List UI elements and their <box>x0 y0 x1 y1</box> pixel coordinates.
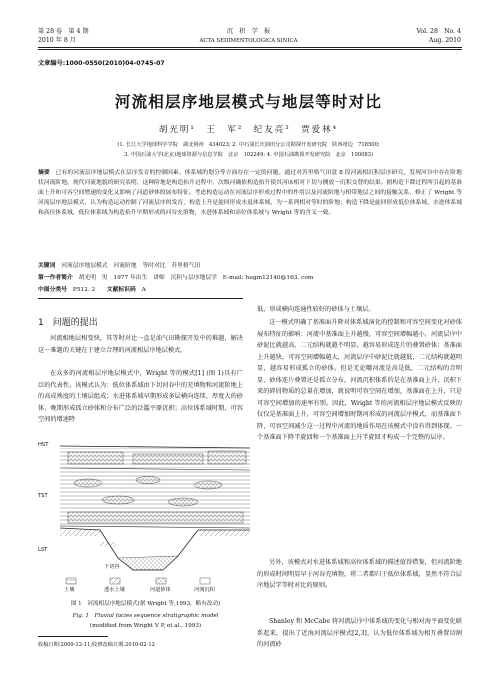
hst-sand-body-1 <box>68 452 123 464</box>
footnote-rule <box>38 636 108 637</box>
figure-caption-en: Fig. 1 Fluvial facies sequence stratigraphic model <box>72 613 219 619</box>
journal-volume-en: Vol. 28 No. 4 <box>416 28 461 35</box>
sequence-model-diagram <box>38 438 253 593</box>
legend-channel-sand: 河道砂体 <box>150 587 171 593</box>
legend-overbank: 河漫沉积 <box>194 587 215 593</box>
terrace-soil-right <box>200 530 250 536</box>
header-rule-thin <box>38 49 462 50</box>
legend-swatch-permeable-soil <box>110 578 120 584</box>
affiliation-line-1: (1. 长江大学地球科学学院 湖北荆州 434023; 2. 中石油长庆油田分公司勘探开发研究院 陕西靖边 718500; <box>117 142 380 148</box>
left-paragraph-2: 在众多的河流相层序地层模式中，Wright 等的模式[1] (图 1)具有广泛的代表性，该模式认为：低位体系域由下切河谷中的充填物和河流阶地上的高成熟度的土壤层组成；水进体系域早期形成多层横向连续、厚度大的砂体，晚期形成孤立砂体和分布广泛的泛滥平原沉积；高位体系域时期，可容空间的增速降 <box>38 370 243 423</box>
received-date: 收稿日期:2009-12-11;收修改稿日期:2010-02-12 <box>38 642 155 648</box>
clc-value: P512. 2 <box>72 287 96 293</box>
legend-soil: 土壤 <box>64 587 75 593</box>
header-rule <box>38 47 462 48</box>
tst-sand-2 <box>136 477 160 484</box>
hst-top-line <box>60 446 250 448</box>
tst-sand-5 <box>168 498 198 506</box>
right-paragraph-3: 另外，该模式对水进体系域和高位体系域的描述值得借鉴，但河流阶地的形成时间明显早于河谷充填物，将二者都归于低位体系域，显然不符合层序地层学等时对比的原则。 <box>257 559 462 589</box>
article-number: 文章编号:1000-0550(2010)04-0745-07 <box>38 60 165 67</box>
keywords-label: 关键词 <box>38 263 56 269</box>
affiliation-line-2: 3. 中国石油大学(北京)地球资源与信息学院 北京 102249; 4. 中国石油勘探开发研究院 北京 100083) <box>123 152 374 158</box>
label-tst: TST <box>38 493 48 499</box>
label-lst: LST <box>38 547 48 553</box>
right-paragraph-2: 这一模式明确了基准面升降对体系域演化的控制和可容空间变化对砂体展布特征的影响：河流中基准面上升越慢，可容空间增幅越小，河流层序中砂泥比就越高，二元结构就越不明显，越容易形成连片的叠置砂体；基准面上升越快，可容空间增幅越大，河流层序中砂泥比就越低，二元结构就越明显，越容易形成孤立的砂体。但是无论哪河流是高是低，二元结构的音明显，砂体连片叠置还是孤立分布，河流沉积体系的是在基准面上升，沉积下来的碎屑物质的总量在增加，就说明可容空间在增加，基准面在上升，只是可容空间增加的速率有别。因此，Wright 等的河流相层序地层模式反映的仅仅是基准面上升，可容空间增加时期河形成的河流层序模式，而基准面下降，可容空间减少这一过程中河流的地质作用在该模式中没有得到体现。一个基准面下降半旋回和一个基准面上升半旋回才构成一个完整的层序。 <box>257 319 462 441</box>
paper-title: 河流相层序地层模式与地层等时对比 <box>114 93 383 111</box>
legend-permeable-soil: 透水土壤 <box>104 587 125 593</box>
valley-fill <box>118 556 178 570</box>
author-bio-text: 胡光明 男 1977 年出生 讲师 沉积与层序地层学 E-mail: hugm12140@163. com <box>78 275 314 281</box>
keywords <box>38 261 462 271</box>
label-incised-valley: 下切谷 <box>104 564 120 570</box>
figure-1 <box>38 438 253 593</box>
figure-caption-en-source: (modified from Wright V P, et al., 1993) <box>89 623 202 629</box>
right-paragraph-1: 低，形成横向连通性较好的砂体与土壤层。 <box>257 306 375 313</box>
tst-sand-1 <box>74 479 102 487</box>
tst-base-line <box>60 526 250 528</box>
hst-base-line <box>60 468 250 470</box>
legend-swatch-overbank <box>200 578 210 584</box>
journal-name-en: ACTA SEDIMENTOLOGICA SINICA <box>199 38 298 44</box>
label-hst: HST <box>38 442 49 448</box>
journal-date: 2010 年 8 月 <box>38 37 76 44</box>
journal-name: 沉 积 学 报 <box>226 28 271 35</box>
abstract-rule <box>38 298 243 299</box>
abstract <box>38 168 462 218</box>
abstract-text: 已有的河流层序地层模式在层序发育的控制因素、体系域的划分等方面存在一定的问题。通过对苏里格气田盒 8 段河流相沉积层序研究，发现河谷中存在阶地状河流阶地。现代河流地貌的研究表明，这种阶地是构造抬升过程中，次级河确依构造抬升使其河床相对下切与侧放一沉积交替的结果。据构造下降过程所引起的基准面上升和可容空间增速的变化又影响了河道砂体的展布特征。考虑构造运动在河流层序形成过程中的作用以及河流阶地与相带地层之间的接触关系，修正了 Wright 等河流层序地层模式，认为构造运动控制了河流层序的发育，构造上升是旋回形成水退体系域，为一系列相对等时的阶地；构造下降是旋回形成低位体系域，水进体系域和高位体系域，低位体系域为构造抬升早期形成的河谷充填物，水进体系域和高位体系域与 Wright 等的含义一致。 <box>38 170 462 216</box>
section-heading: 1 问题的提出 <box>38 318 98 328</box>
hst-sand-body-2 <box>133 454 203 464</box>
journal-volume: 第 28 卷 第 4 期 <box>38 28 89 35</box>
tst-sand-4 <box>102 496 134 504</box>
legend-swatch-soil <box>66 578 76 584</box>
author-list: 胡光明¹ 王 军² 纪友亮³ 贾爱林⁴ <box>158 125 339 135</box>
classification <box>38 285 462 295</box>
author-bio-label: 第一作者简介 <box>38 275 73 281</box>
right-paragraph-4: Shanley 和 McCabe 将河流层序中体系域的变化与相对海平面变化联系起来，提出了近海河流层序模式[2,3]，认为低位体系域为相互叠置切割的河流砂 <box>257 618 462 648</box>
tst-amalgamated-sand <box>68 512 243 523</box>
clc-label: 中图分类号 <box>38 287 67 293</box>
author-bio <box>38 273 462 283</box>
legend-swatch-channel-sand <box>156 578 166 584</box>
terrace-soil-left <box>60 530 100 536</box>
tst-sand-3 <box>194 481 222 489</box>
terrace-soil-mid <box>100 542 116 546</box>
journal-date-en: Aug. 2010 <box>428 37 461 44</box>
abstract-label: 摘要 <box>38 170 50 176</box>
hst-sand-body-3 <box>208 451 246 464</box>
keywords-text: 河流层序地层模式 河流阶地 等时对比 苏里格气田 <box>61 263 201 269</box>
left-paragraph-1: 河流相地层相变快，其等时对比一直是油气田勘探开发中的难题，解决这一难题的关键在于建立合理的河流相层序地层模式。 <box>38 335 243 354</box>
doc-code-value: A <box>141 287 146 293</box>
figure-caption-cn: 图 1 河流相层序地层模式(据 Wright 等,1993，略有改动) <box>70 601 221 607</box>
doc-code-label: 文献标识码 <box>106 287 136 293</box>
